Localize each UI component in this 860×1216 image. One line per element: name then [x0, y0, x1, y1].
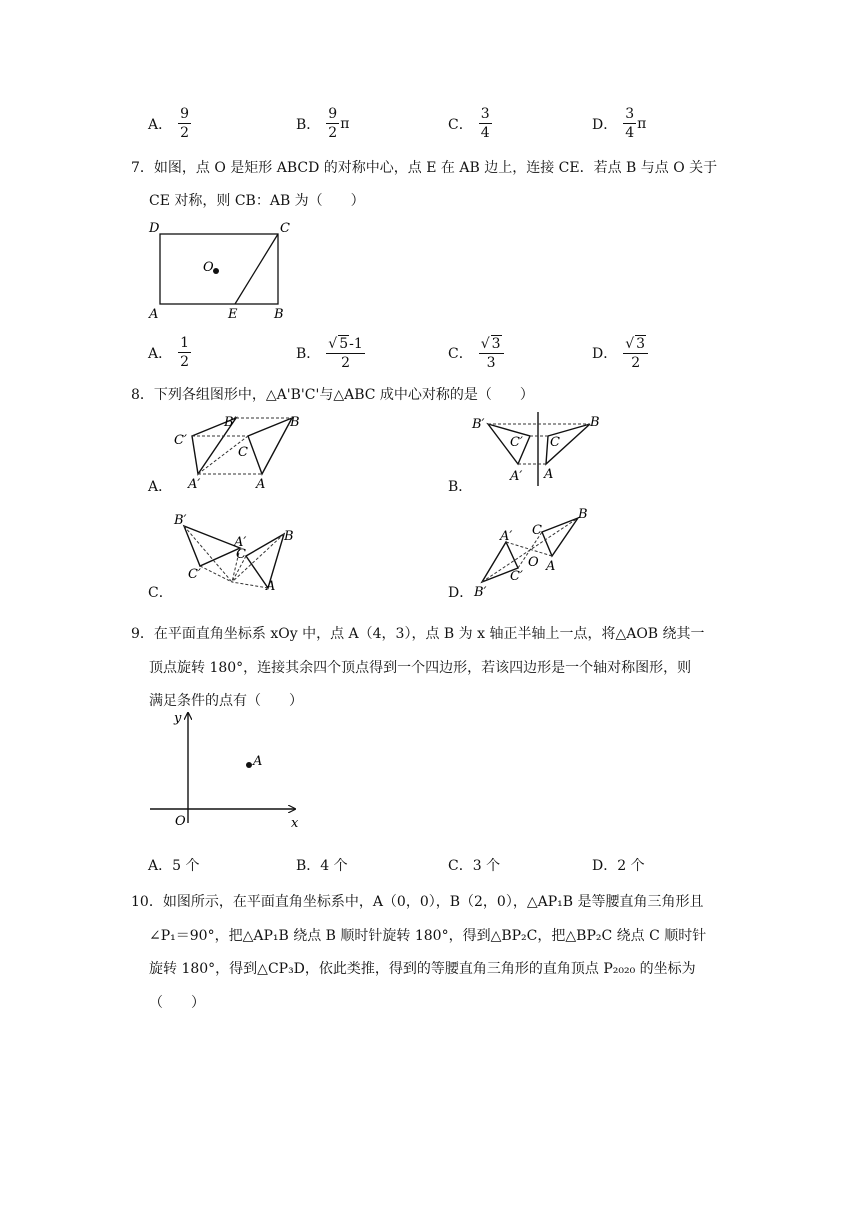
label-a: A: [253, 754, 263, 769]
segment-ce: [235, 234, 278, 304]
q8-option-d-label: D．: [448, 585, 474, 601]
label-y: y: [174, 711, 182, 726]
triangle-abc: [542, 518, 578, 556]
q7-rectangle-figure: [145, 218, 305, 324]
q7-stem-line2: CE 对称，则 CB：AB 为（ ）: [149, 193, 365, 209]
q8-option-c-label: C．: [148, 585, 173, 601]
q8-stem: 8．下列各组图形中，△A'B'C'与△ABC 成中心对称的是（ ）: [131, 387, 534, 403]
rectangle-abcd: [160, 234, 278, 304]
dashed-link: [506, 542, 552, 556]
fraction: $\frac{1}{2}$: [180, 335, 190, 370]
label-c-prime: C′: [510, 435, 523, 450]
q10-stem-line2: ∠P₁＝90°，把△AP₁B 绕点 B 顺时针旋转 180°，得到△BP₂C，把△BP₂C 绕点 C 顺时针: [149, 928, 707, 944]
dashed-link: [232, 582, 268, 588]
label-o: O: [528, 555, 539, 570]
label-c: C: [532, 523, 542, 538]
label-o: O: [203, 260, 214, 275]
label-b: B: [290, 415, 300, 430]
q10-stem-line4: （ ）: [149, 995, 205, 1011]
fraction: $\frac{√ 5-1}{2}$: [328, 336, 363, 371]
fraction: $\frac{3}{4}$: [480, 106, 490, 141]
label-b-prime: B′: [472, 417, 485, 432]
label-b-prime: B′: [174, 513, 187, 528]
label-c-prime: C′: [188, 567, 201, 582]
label-c: C: [238, 445, 248, 460]
label-a: A: [546, 559, 556, 574]
q8-figure-c: [168, 510, 308, 596]
label-origin: O: [175, 814, 186, 829]
label-d: D: [149, 221, 160, 236]
triangle-abc: [248, 418, 292, 474]
point-a: [246, 762, 252, 768]
q9-option-a: A．5 个: [148, 858, 200, 874]
q9-stem-line3: 满足条件的点有（ ）: [149, 693, 303, 709]
q10-stem-line3: 旋转 180°，得到△CP₃D，依此类推，得到的等腰直角三角形的直角顶点 P₂₀₂₀ 的坐标为: [149, 961, 696, 977]
center-point-o: [213, 268, 219, 274]
q7-option-d: D． $\frac{√ 3}{2}$: [592, 335, 648, 371]
dashed-link: [200, 566, 232, 582]
label-a-prime: A′: [188, 477, 201, 492]
label-b: B: [578, 507, 588, 522]
q9-stem-line2: 顶点旋转 180°，连接其余四个顶点得到一个四边形，若该四边形是一个轴对称图形，则: [149, 660, 692, 676]
label-b-prime: B′: [224, 415, 237, 430]
label-a-prime: A′: [500, 529, 513, 544]
label-a: A: [266, 579, 276, 594]
label-a: A: [256, 477, 266, 492]
q6-option-d: D． $\frac{3}{4}$ π: [592, 106, 647, 141]
q6-option-a: A． $\frac{9}{2}$: [148, 106, 190, 141]
q8-option-b-label: B．: [448, 479, 473, 495]
fraction: $\frac{√ 3}{2}$: [623, 335, 648, 371]
label-x: x: [291, 816, 299, 830]
label-a-prime: A′: [510, 469, 523, 484]
label-a-prime: A′: [234, 535, 247, 550]
q8-option-a-label: A．: [148, 479, 173, 495]
q9-option-b: B．4 个: [296, 858, 348, 874]
fraction: $\frac{9}{2}$: [328, 106, 338, 141]
triangle-prime: [184, 526, 240, 566]
q6-option-b: B． $\frac{9}{2}$ π: [296, 106, 350, 141]
label-b: B: [284, 529, 294, 544]
q8-figure-b: [470, 408, 610, 490]
fraction: $\frac{3}{4}$: [625, 106, 635, 141]
q9-option-c: C．3 个: [448, 858, 501, 874]
label-c-prime: C′: [174, 433, 187, 448]
label-c: C: [550, 435, 560, 450]
q8-figure-d: [470, 504, 600, 598]
label-c: C: [280, 221, 290, 236]
q9-coordinate-figure: [145, 705, 310, 830]
label-b-prime: B′: [474, 585, 487, 598]
label-b: B: [590, 415, 600, 430]
label-e: E: [228, 307, 238, 322]
q8-figure-a: [168, 408, 318, 496]
triangle-abc: [246, 534, 284, 588]
q6-option-c: C． $\frac{3}{4}$: [448, 106, 490, 141]
q7-stem-line1: 7．如图，点 O 是矩形 ABCD 的对称中心，点 E 在 AB 边上，连接 CE．若点 B 与点 O 关于: [131, 160, 718, 176]
label-a: A: [149, 307, 159, 322]
fraction: $\frac{9}{2}$: [180, 106, 190, 141]
label-a: A: [544, 467, 554, 482]
triangle-prime: [488, 424, 530, 464]
fraction: $\frac{√ 3}{3}$: [479, 335, 504, 371]
q9-option-d: D．2 个: [592, 858, 645, 874]
q10-stem-line1: 10．如图所示，在平面直角坐标系中，A（0，0），B（2，0），△AP₁B 是等腰直角三角形且: [131, 894, 704, 910]
q7-option-a: A． $\frac{1}{2}$: [148, 335, 190, 370]
label-b: B: [274, 307, 284, 322]
q7-option-b: B． $\frac{√ 5-1}{2}$: [296, 336, 363, 371]
label-c: C: [236, 547, 246, 562]
q7-option-c: C． $\frac{√ 3}{3}$: [448, 335, 504, 371]
label-c-prime: C′: [510, 569, 523, 584]
q9-stem-line1: 9．在平面直角坐标系 xOy 中，点 A（4，3），点 B 为 x 轴正半轴上一点，将△AOB 绕其一: [131, 626, 705, 642]
